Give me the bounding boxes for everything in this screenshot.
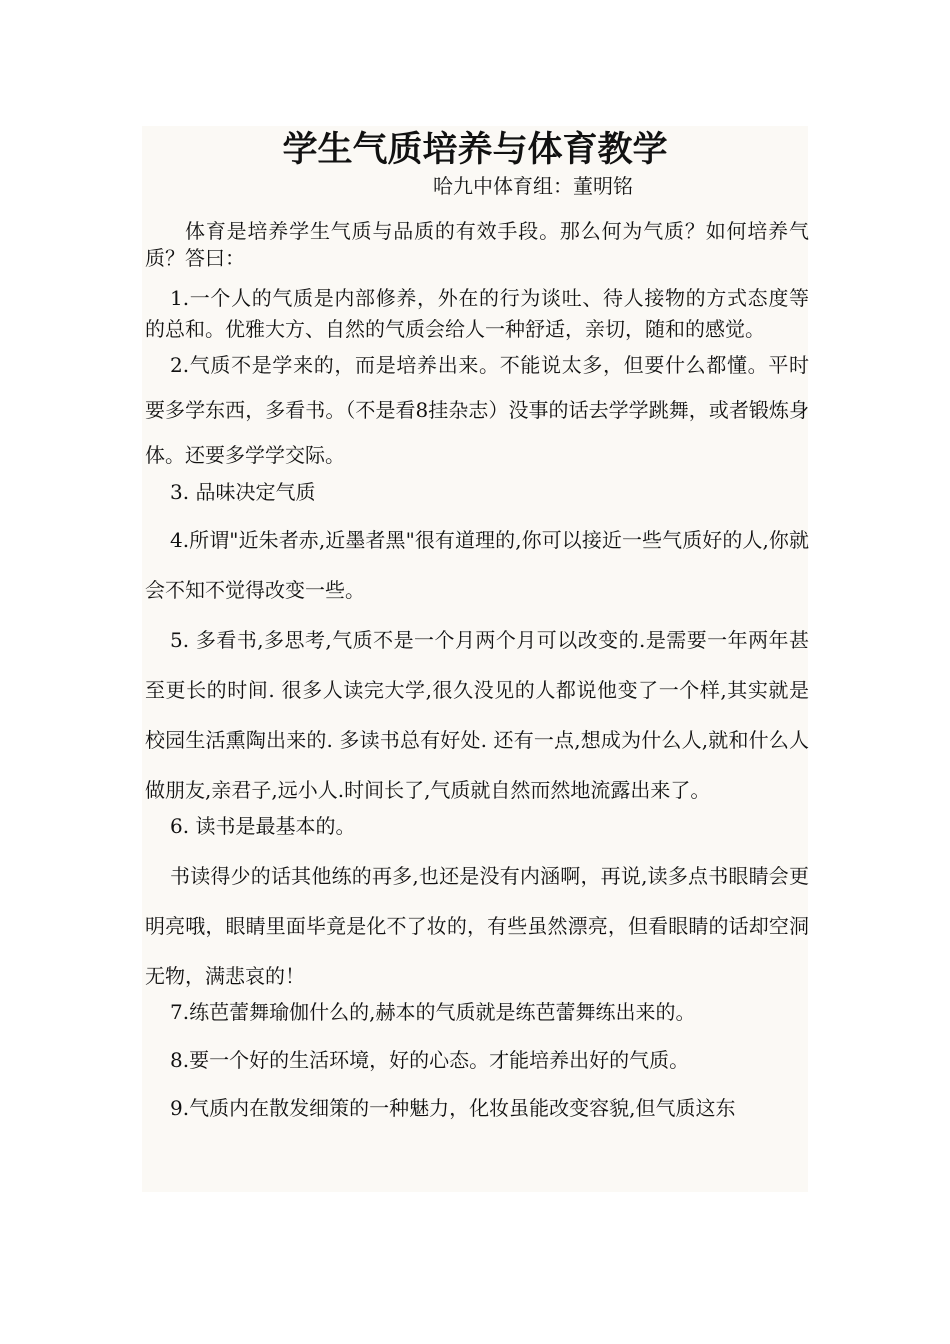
paragraph-2: 2.气质不是学来的，而是培养出来。不能说太多，但要什么都懂。平时要多学东西，多看书。（不是看8挂杂志）没事的话去学学跳舞，或者锻炼身体。还要多学学交际。 <box>145 353 809 467</box>
author-line: 哈九中体育组：董明铭 <box>433 174 633 198</box>
paragraph-1: 1.一个人的气质是内部修养，外在的行为谈吐、待人接物的方式态度等的总和。优雅大方、自然的气质会给人一种舒适，亲切，随和的感觉。 <box>145 286 809 341</box>
paragraph-6: 6. 读书是最基本的。 <box>170 814 356 838</box>
paragraph-5: 5. 多看书,多思考,气质不是一个月两个月可以改变的.是需要一年两年甚至更长的时间. 很多人读完大学,很久没见的人都说他变了一个样,其实就是校园生活熏陶出来的. 多读书总有好处. 还有一点,想成为什么人,就和什么人做朋友,亲君子,远小人.时间长了,气质就自然而然地流露出来了。 <box>145 628 809 802</box>
document-title: 学生气质培养与体育教学 <box>282 129 668 170</box>
paragraph-8: 8.要一个好的生活环境，好的心态。才能培养出好的气质。 <box>170 1048 690 1072</box>
paragraph-intro: 体育是培养学生气质与品质的有效手段。那么何为气质？如何培养气质？答曰： <box>145 219 809 270</box>
paragraph-3: 3. 品味决定气质 <box>170 480 316 504</box>
paragraph-4: 4.所谓"近朱者赤,近墨者黑"很有道理的,你可以接近一些气质好的人,你就会不知不觉得改变一些。 <box>145 528 809 602</box>
paragraph-6-detail: 书读得少的话其他练的再多,也还是没有内涵啊，再说,读多点书眼睛会更明亮哦，眼睛里面毕竟是化不了妆的，有些虽然漂亮，但看眼睛的话却空洞无物，满悲哀的！ <box>145 864 809 988</box>
paragraph-7: 7.练芭蕾舞瑜伽什么的,赫本的气质就是练芭蕾舞练出来的。 <box>170 1000 696 1024</box>
document-body <box>145 218 809 1120</box>
paragraph-9: 9.气质内在散发细策的一种魅力，化妆虽能改变容貌,但气质这东 <box>170 1096 736 1120</box>
